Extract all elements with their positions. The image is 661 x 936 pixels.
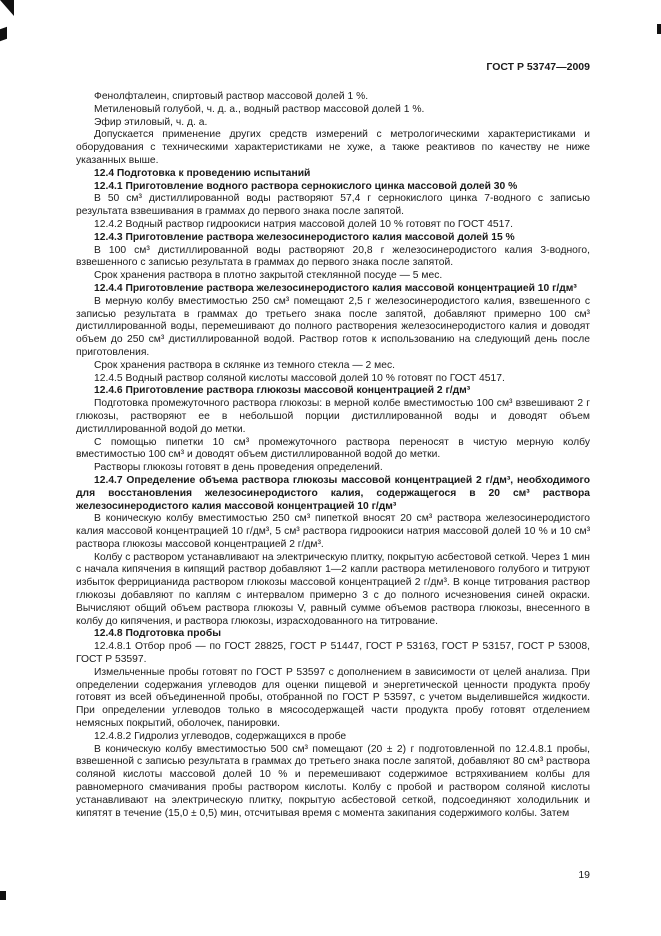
page-number: 19 bbox=[578, 869, 590, 881]
section-heading: 12.4.7 Определение объема раствора глюкозы массовой концентрацией 2 г/дм³, необходимого для восстановления железосинеродистого калия, содержащегося в 20 см³ раствора железосинеродистого калия массовой концентрацией 10 г/дм³ bbox=[76, 474, 590, 512]
paragraph: В 50 см³ дистиллированной воды растворяют 57,4 г сернокислого цинка 7-водного с записью результата взвешивания в граммах до первого знака после запятой. bbox=[76, 193, 590, 218]
paragraph: Допускается применение других средств измерений с метрологическими характеристиками и оборудования с техническими характеристиками не хуже, а также реактивов по качеству не ниже указанных выше. bbox=[76, 129, 590, 166]
paragraph: В 100 см³ дистиллированной воды растворяют 20,8 г железосинеродистого калия 3-водного, взвешенного с записью результата в граммах до первого знака после запятой. bbox=[76, 244, 590, 269]
paragraph: В мерную колбу вместимостью 250 см³ помещают 2,5 г железосинеродистого калия, взвешенного с записью результата в граммах до третьего знака после запятой, добавляют примерно 100 см³ дистиллированной воды, перемешивают до полного растворения железосинеродистого калия и доводят объем до 250 см³ дистиллированной водой. Раствор готов к использованию на следующий день после приготовления. bbox=[76, 295, 590, 358]
paragraph: С помощью пипетки 10 см³ промежуточного раствора переносят в чистую мерную колбу вместимостью 100 см³ и доводят объем дистиллированной водой до метки. bbox=[76, 436, 590, 461]
scan-artifact bbox=[0, 891, 6, 900]
section-heading: 12.4.8 Подготовка пробы bbox=[94, 628, 221, 640]
document-body bbox=[76, 91, 590, 820]
doc-number: ГОСТ Р 53747—2009 bbox=[486, 61, 590, 73]
scan-artifact bbox=[0, 27, 7, 42]
paragraph: Растворы глюкозы готовят в день проведения определений. bbox=[94, 462, 383, 474]
paragraph: 12.4.5 Водный раствор соляной кислоты массовой долей 10 % готовят по ГОСТ 4517. bbox=[94, 372, 505, 384]
paragraph: В коническую колбу вместимостью 250 см³ пипеткой вносят 20 см³ раствора железосинеродистого калия массовой концентрацией 10 г/дм³, 5 см³ раствора гидроокиси натрия массовой долей 10 % и 10 см³ раствора глюкозы массовой концентрацией 2 г/дм³. bbox=[76, 513, 590, 550]
paragraph: 12.4.2 Водный раствор гидроокиси натрия массовой долей 10 % готовят по ГОСТ 4517. bbox=[94, 218, 513, 230]
paragraph: В коническую колбу вместимостью 500 см³ помещают (20 ± 2) г подготовленной по 12.4.8.1 пробы, взвешенной с записью результата в граммах до третьего знака после запятой, добавляют 80 см³ раствора соляной кислоты массовой долей 10 % и перемешивают содержимое встряхиванием колбы для равномерного смачивания пробы раствором кислоты. Колбу с пробой и раствором соляной кислоты устанавливают на электрическую плитку, покрытую асбестовой сеткой, подсоединяют холодильник и кипятят в течение (15,0 ± 0,5) мин, отсчитывая время с момента закипания содержимого колбы. Затем bbox=[76, 743, 590, 819]
section-heading: 12.4 Подготовка к проведению испытаний bbox=[94, 167, 311, 179]
paragraph: 12.4.8.1 Отбор проб — по ГОСТ 28825, ГОСТ Р 51447, ГОСТ Р 53163, ГОСТ Р 53157, ГОСТ Р 53008, ГОСТ Р 53597. bbox=[76, 641, 590, 666]
scan-artifact bbox=[0, 0, 14, 16]
section-heading: 12.4.1 Приготовление водного раствора сернокислого цинка массовой долей 30 % bbox=[94, 180, 518, 192]
paragraph: Срок хранения раствора в склянке из темного стекла — 2 мес. bbox=[94, 359, 395, 371]
paragraph: Эфир этиловый, ч. д. а. bbox=[94, 116, 208, 128]
section-heading: 12.4.4 Приготовление раствора железосинеродистого калия массовой концентрацией 10 г/дм³ bbox=[94, 282, 577, 294]
paragraph: Срок хранения раствора в плотно закрытой стеклянной посуде — 5 мес. bbox=[94, 270, 443, 282]
paragraph: Метиленовый голубой, ч. д. а., водный раствор массовой долей 1 %. bbox=[94, 103, 425, 115]
page-footer bbox=[76, 869, 590, 881]
paragraph: Фенолфталеин, спиртовый раствор массовой долей 1 %. bbox=[94, 91, 369, 102]
section-heading: 12.4.3 Приготовление раствора железосинеродистого калия массовой долей 15 % bbox=[94, 231, 515, 243]
paragraph: 12.4.8.2 Гидролиз углеводов, содержащихся в пробе bbox=[94, 730, 347, 742]
paragraph: Подготовка промежуточного раствора глюкозы: в мерной колбе вместимостью 100 см³ взвешивают 2 г глюкозы, растворяют ее в небольшой порции дистиллированной воды и доводят объем дистиллированной водой до метки. bbox=[76, 398, 590, 435]
scan-artifact bbox=[657, 24, 661, 34]
paragraph: Колбу с раствором устанавливают на электрическую плитку, покрытую асбестовой сеткой. Через 1 мин с начала кипячения в кипящий раствор добавляют 1—2 капли раствора метиленового голубого и титруют избыток феррицианида раствором глюкозы массовой концентрацией 2 г/дм³. В конце титрования раствор глюкозы добавляют по каплям с интервалом примерно 3 с до полного исчезновения синей окраски. Вычисляют общий объем раствора глюкозы V, равный сумме объемов раствора глюкозы, внесенного в колбу до кипячения, и раствора глюкозы, израсходованного на титрование. bbox=[76, 551, 590, 627]
section-heading: 12.4.6 Приготовление раствора глюкозы массовой концентрацией 2 г/дм³ bbox=[94, 385, 471, 397]
page-header bbox=[76, 61, 590, 73]
paragraph: Измельченные пробы готовят по ГОСТ Р 53597 с дополнением в зависимости от целей анализа. При определении содержания углеводов для оценки пищевой и энергетической ценности продукта пробу готовят из всей объединенной пробы, отобранной по ГОСТ Р 53597, с учетом выделившейся жидкости. При определении углеводов только в мясосодержащей части продукта пробу готовят отделением немясных покрытий, оболочек, панировки. bbox=[76, 666, 590, 730]
